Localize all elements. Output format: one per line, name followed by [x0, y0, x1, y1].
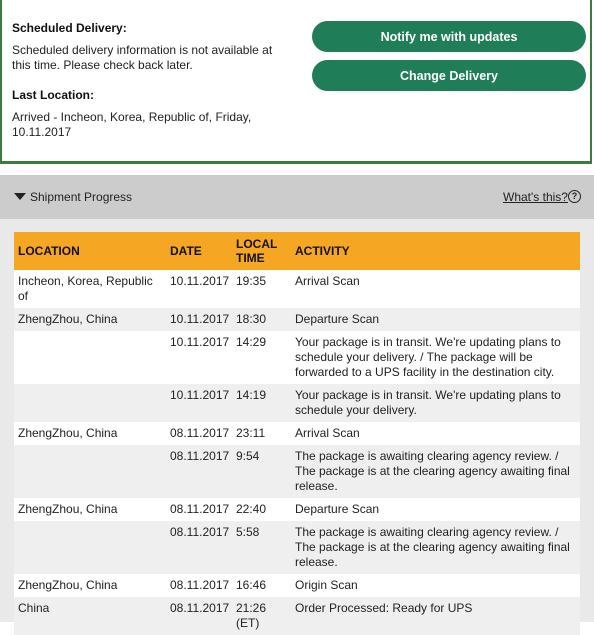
- shipment-progress-header[interactable]: [0, 176, 594, 219]
- cell-local-time: 18:30: [232, 308, 291, 331]
- cell-local-time: 14:19: [232, 384, 291, 422]
- cell-activity: Departure Scan: [291, 308, 580, 331]
- cell-location: [14, 384, 166, 422]
- help-circle-icon[interactable]: ?: [568, 190, 581, 203]
- cell-activity: The package is awaiting clearing agency review. / The package is at the clearing agency awaiting final release.: [291, 445, 580, 498]
- cell-local-time: 14:29: [232, 331, 291, 384]
- cell-activity: Your package is in transit. We're updating plans to schedule your delivery. / The package will be forwarded to a UPS facility in the destination city.: [291, 331, 580, 384]
- table-row: [14, 445, 580, 498]
- cell-local-time: 19:35: [232, 270, 291, 308]
- shipment-progress-title[interactable]: Shipment Progress: [30, 190, 133, 204]
- table-row: [14, 422, 580, 445]
- cell-location: [14, 445, 166, 498]
- cell-local-time: 9:54: [232, 445, 291, 498]
- cell-local-time: 23:11: [232, 422, 291, 445]
- scheduled-delivery-text: Scheduled delivery information is not available at this time. Please check back later.: [12, 43, 273, 72]
- column-header-local-time: LOCAL TIME: [232, 232, 291, 270]
- notify-updates-button[interactable]: Notify me with updates: [312, 21, 586, 52]
- cell-date: 08.11.2017: [166, 445, 232, 498]
- cell-activity: Arrival Scan: [291, 422, 580, 445]
- scheduled-delivery-label: Scheduled Delivery:: [12, 21, 127, 35]
- table-row: [14, 574, 580, 597]
- cell-location: [14, 521, 166, 574]
- shipment-progress-table: [14, 232, 580, 635]
- last-location-label: Last Location:: [12, 88, 95, 102]
- table-row: [14, 498, 580, 521]
- table-row: [14, 521, 580, 574]
- cell-date: 08.11.2017: [166, 521, 232, 574]
- cell-location: ZhengZhou, China: [14, 574, 166, 597]
- delivery-summary-card: [0, 0, 592, 164]
- last-location-text: Arrived - Incheon, Korea, Republic of, Friday, 10.11.2017: [12, 110, 252, 139]
- cell-activity: The package is awaiting clearing agency review. / The package is at the clearing agency awaiting final release.: [291, 521, 580, 574]
- table-header-row: [14, 232, 580, 270]
- cell-date: 10.11.2017: [166, 384, 232, 422]
- cell-date: 10.11.2017: [166, 308, 232, 331]
- column-header-location: LOCATION: [14, 232, 166, 270]
- cell-activity: Arrival Scan: [291, 270, 580, 308]
- table-row: [14, 384, 580, 422]
- cell-date: 10.11.2017: [166, 331, 232, 384]
- cell-date: 10.11.2017: [166, 270, 232, 308]
- cell-activity: Your package is in transit. We're updating plans to schedule your delivery.: [291, 384, 580, 422]
- cell-location: ZhengZhou, China: [14, 422, 166, 445]
- whats-this-link[interactable]: What's this?: [503, 190, 568, 204]
- cell-location: [14, 331, 166, 384]
- cell-date: 08.11.2017: [166, 498, 232, 521]
- shipment-progress-table-wrap: [14, 232, 580, 635]
- cell-local-time: 22:40: [232, 498, 291, 521]
- cell-location: ZhengZhou, China: [14, 308, 166, 331]
- column-header-activity: ACTIVITY: [291, 232, 580, 270]
- cell-location: China: [14, 597, 166, 635]
- cell-location: ZhengZhou, China: [14, 498, 166, 521]
- cell-date: 08.11.2017: [166, 597, 232, 635]
- cell-activity: Departure Scan: [291, 498, 580, 521]
- cell-local-time: 16:46: [232, 574, 291, 597]
- cell-date: 08.11.2017: [166, 574, 232, 597]
- table-row: [14, 308, 580, 331]
- table-row: [14, 597, 580, 635]
- collapse-triangle-icon[interactable]: [14, 193, 26, 200]
- cell-activity: Origin Scan: [291, 574, 580, 597]
- table-row: [14, 270, 580, 308]
- column-header-date: DATE: [166, 232, 232, 270]
- cell-local-time: 5:58: [232, 521, 291, 574]
- cell-location: Incheon, Korea, Republic of: [14, 270, 166, 308]
- cell-activity: Order Processed: Ready for UPS: [291, 597, 580, 635]
- table-row: [14, 331, 580, 384]
- change-delivery-button[interactable]: Change Delivery: [312, 60, 586, 91]
- cell-date: 08.11.2017: [166, 422, 232, 445]
- cell-local-time: 21:26 (ET): [232, 597, 291, 635]
